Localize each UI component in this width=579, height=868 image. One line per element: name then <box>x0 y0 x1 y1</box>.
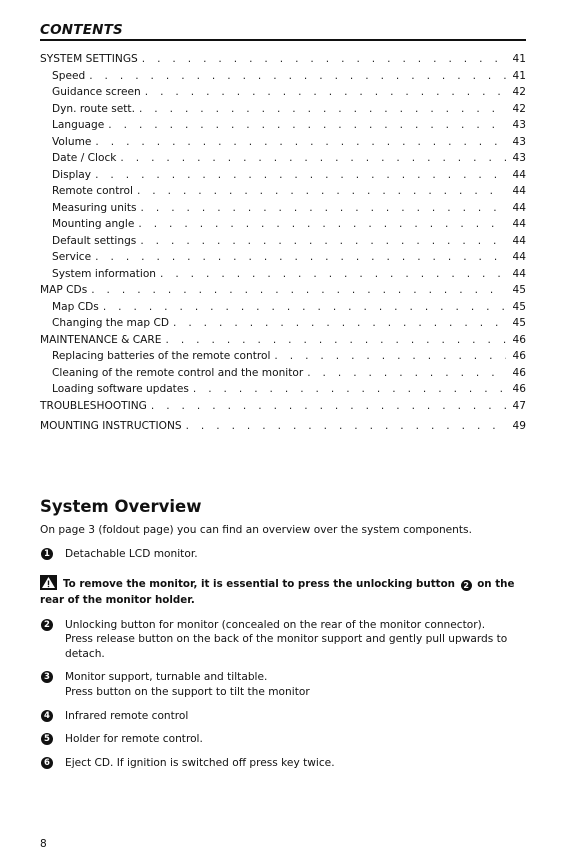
number-2-icon: 2 <box>461 580 472 591</box>
number-6-icon: 6 <box>41 757 53 769</box>
toc-entry-page: 46 <box>512 383 526 395</box>
toc-entry-page: 44 <box>512 185 526 197</box>
toc-leader-dots <box>307 367 506 379</box>
warning-text-before: To remove the monitor, it is essential to press the unlocking button <box>63 577 456 590</box>
item-text: Press release button on the back of the monitor support and gently pull upwards to detach. <box>65 633 508 660</box>
toc-entry <box>40 136 526 153</box>
toc-entry <box>40 367 526 384</box>
toc-entry-page: 42 <box>512 102 526 115</box>
list-item <box>40 756 530 771</box>
toc-entry-label: Changing the map CD <box>52 317 170 329</box>
toc-leader-dots <box>120 152 506 164</box>
toc-entry-label: Loading software updates <box>52 383 189 395</box>
warning-note <box>40 575 530 608</box>
toc-leader-dots <box>186 420 506 432</box>
warning-icon <box>40 575 57 590</box>
toc-entry-page: 45 <box>512 284 526 296</box>
toc-entry-label: SYSTEM SETTINGS <box>40 53 138 65</box>
toc-entry-label: Service <box>52 251 92 263</box>
toc-leader-dots <box>91 284 506 296</box>
toc-entry <box>40 119 526 136</box>
page-title: CONTENTS <box>40 22 123 38</box>
list-item <box>40 670 530 699</box>
number-1-icon: 1 <box>41 548 53 560</box>
warning-text-after: on the rear of the monitor holder. <box>40 577 515 606</box>
toc-entry <box>40 350 526 367</box>
toc-entry <box>40 185 526 202</box>
toc-entry-label: Speed <box>52 69 86 82</box>
toc-entry-label: Default settings <box>52 234 137 247</box>
toc-entry-page: 46 <box>512 350 526 362</box>
item-text: Eject CD. If ignition is switched off press key twice. <box>65 756 335 769</box>
toc-entry-page: 44 <box>512 267 526 280</box>
toc-entry-page: 47 <box>512 399 526 412</box>
toc-entry <box>40 86 526 103</box>
toc-entry-page: 44 <box>512 251 526 263</box>
item-text: Holder for remote control. <box>65 733 203 746</box>
toc-leader-dots <box>145 86 506 98</box>
toc-leader-dots <box>89 70 506 82</box>
toc-entry-label: Measuring units <box>52 201 137 214</box>
number-3-icon: 3 <box>41 671 53 683</box>
toc-entry-page: 42 <box>512 86 526 98</box>
toc-entry <box>40 284 526 301</box>
toc-leader-dots <box>139 103 506 115</box>
toc-entry-label: Mounting angle <box>52 218 135 230</box>
toc-entry <box>40 268 526 285</box>
toc-entry <box>40 383 526 400</box>
number-4-icon: 4 <box>41 710 53 722</box>
toc-leader-dots <box>141 202 506 214</box>
item-text: Monitor support, turnable and tiltable. <box>65 671 268 684</box>
toc-entry-page: 43 <box>512 135 526 148</box>
toc-entry-page: 44 <box>512 218 526 230</box>
number-5-icon: 5 <box>41 733 53 745</box>
toc-entry-page: 46 <box>512 366 526 379</box>
list-item <box>40 709 530 724</box>
list-item <box>40 732 530 747</box>
toc-leader-dots <box>193 383 506 395</box>
toc-entry-page: 45 <box>512 317 526 329</box>
toc-entry-label: Date / Clock <box>52 152 117 164</box>
toc-entry <box>40 251 526 268</box>
toc-leader-dots <box>274 350 506 362</box>
toc-entry <box>40 202 526 219</box>
list-item <box>40 618 530 662</box>
toc-entry-label: Volume <box>52 135 92 148</box>
toc-entry <box>40 169 526 186</box>
toc-leader-dots <box>95 169 506 181</box>
toc-entry <box>40 317 526 334</box>
toc-leader-dots <box>103 301 506 313</box>
toc-entry-label: Display <box>52 168 92 181</box>
item-text: Detachable LCD monitor. <box>65 548 198 560</box>
toc-leader-dots <box>137 185 506 197</box>
page-header <box>40 22 526 41</box>
table-of-contents <box>40 53 526 437</box>
toc-entry-label: MAP CDs <box>40 284 88 296</box>
toc-entry-label: Map CDs <box>52 300 99 313</box>
toc-entry-label: Remote control <box>52 185 133 197</box>
toc-entry <box>40 152 526 169</box>
toc-entry <box>40 334 526 351</box>
toc-entry-page: 43 <box>512 152 526 164</box>
toc-entry-page: 46 <box>512 333 526 346</box>
toc-leader-dots <box>140 235 506 247</box>
section-title: System Overview <box>40 497 202 516</box>
intro-text: On page 3 (foldout page) you can find an overview over the system components. <box>40 524 472 536</box>
toc-leader-dots <box>108 119 506 131</box>
toc-entry-page: 41 <box>512 53 526 65</box>
toc-entry-page: 44 <box>512 168 526 181</box>
toc-entry-page: 43 <box>512 119 526 131</box>
list-item <box>40 547 530 562</box>
toc-entry-page: 49 <box>512 420 526 432</box>
page-number: 8 <box>40 838 47 850</box>
toc-leader-dots <box>151 400 506 412</box>
item-text: Press button on the support to tilt the monitor <box>65 685 310 698</box>
toc-entry-label: System information <box>52 267 157 280</box>
toc-entry <box>40 53 526 70</box>
toc-entry-label: MAINTENANCE & CARE <box>40 333 162 346</box>
toc-entry-page: 44 <box>512 201 526 214</box>
item-text: Infrared remote control <box>65 709 189 722</box>
toc-leader-dots <box>165 334 506 346</box>
toc-entry <box>40 235 526 252</box>
toc-entry <box>40 420 526 437</box>
toc-entry-label: TROUBLESHOOTING <box>40 399 147 412</box>
toc-leader-dots <box>160 268 506 280</box>
toc-leader-dots <box>95 136 506 148</box>
toc-entry-label: MOUNTING INSTRUCTIONS <box>40 420 182 432</box>
toc-entry <box>40 103 526 120</box>
number-2-icon: 2 <box>41 619 53 631</box>
toc-entry-page: 45 <box>512 300 526 313</box>
toc-entry-label: Guidance screen <box>52 86 141 98</box>
item-text: Unlocking button for monitor (concealed on the rear of the monitor connector). <box>65 618 486 631</box>
toc-entry <box>40 218 526 235</box>
toc-entry <box>40 70 526 87</box>
toc-entry-page: 41 <box>512 69 526 82</box>
toc-entry-label: Replacing batteries of the remote control <box>52 350 271 362</box>
toc-entry-label: Dyn. route sett. <box>52 102 135 115</box>
toc-leader-dots <box>95 251 506 263</box>
toc-entry-page: 44 <box>512 234 526 247</box>
system-overview-section <box>40 497 530 770</box>
toc-entry <box>40 400 526 417</box>
toc-entry <box>40 301 526 318</box>
toc-leader-dots <box>142 53 506 65</box>
toc-leader-dots <box>138 218 506 230</box>
toc-entry-label: Language <box>52 119 105 131</box>
toc-leader-dots <box>173 317 506 329</box>
toc-entry-label: Cleaning of the remote control and the monitor <box>52 366 304 379</box>
